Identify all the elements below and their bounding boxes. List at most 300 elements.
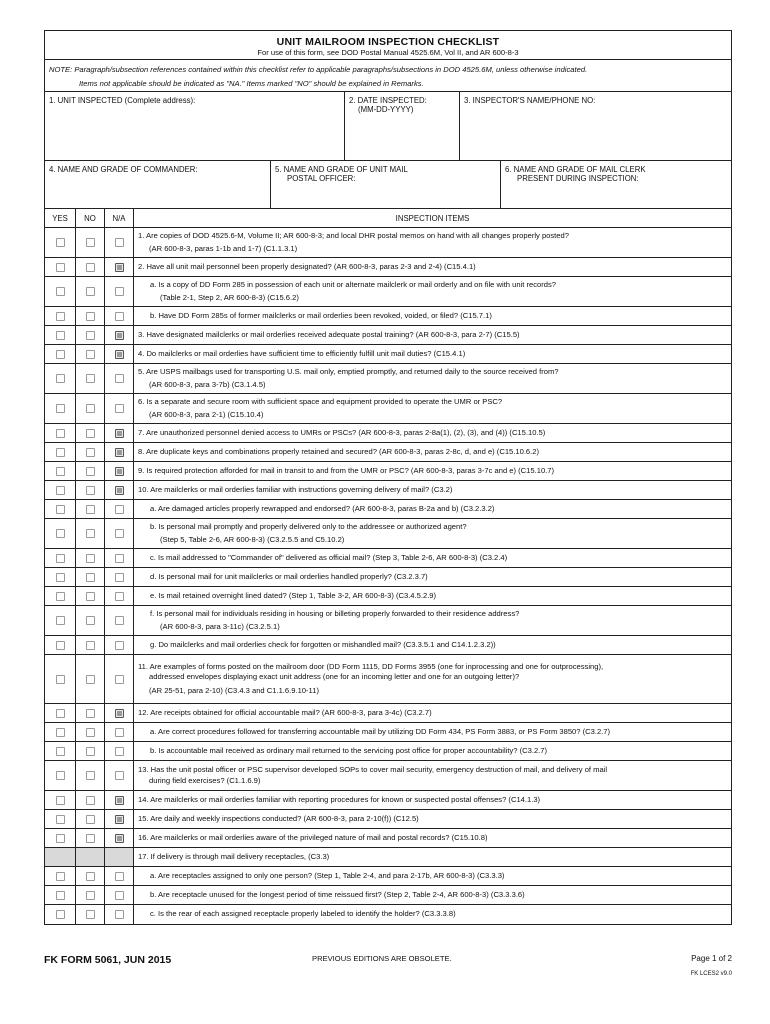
no-cell	[76, 829, 105, 847]
item-reference: (AR 600-8-3, para 2-1) (C15.10.4)	[149, 410, 264, 419]
no-checkbox[interactable]	[86, 709, 95, 718]
na-cell	[105, 606, 134, 635]
mail-clerk-field[interactable]	[501, 161, 731, 208]
yes-checkbox[interactable]	[56, 554, 65, 563]
item-row	[45, 307, 731, 326]
item-row	[45, 326, 731, 345]
item-question: 17. If delivery is through mail delivery receptacles, (C3.3)	[138, 851, 330, 861]
no-checkbox[interactable]	[86, 331, 95, 340]
yes-checkbox[interactable]	[56, 910, 65, 919]
item-row	[45, 761, 731, 791]
postal-officer-label: 5. NAME AND GRADE OF UNIT MAIL	[275, 165, 408, 174]
item-row	[45, 500, 731, 519]
item-text	[134, 228, 731, 257]
item-question: 12. Are receipts obtained for official accountable mail? (AR 600-8-3, para 3-4c) (C3.2.7)	[138, 707, 432, 717]
no-checkbox[interactable]	[86, 554, 95, 563]
item-question: e. Is mail retained overnight lined dated? (Step 1, Table 3-2, AR 600-8-3) (C3.4.5.2.9)	[150, 590, 437, 600]
yes-cell	[45, 587, 76, 605]
yes-cell	[45, 549, 76, 567]
item-text	[134, 587, 731, 605]
form-subtitle: For use of this form, see DOD Postal Manual 4525.6M, Vol II, and AR 600-8-3	[257, 48, 519, 57]
yes-checkbox[interactable]	[56, 238, 65, 247]
no-checkbox[interactable]	[86, 815, 95, 824]
yes-cell	[45, 704, 76, 722]
no-cell	[76, 905, 105, 924]
page-number: Page 1 of 2	[691, 954, 732, 963]
na-cell	[105, 655, 134, 703]
na-cell	[105, 829, 134, 847]
na-checkbox[interactable]	[115, 796, 124, 805]
date-inspected-label: 2. DATE INSPECTED:	[349, 96, 427, 105]
item-text	[134, 549, 731, 567]
item-question: 13. Has the unit postal officer or PSC supervisor developed SOPs to cover mail security, emergency destruction of mail, and delivery of mail	[138, 765, 608, 774]
no-cell	[76, 228, 105, 257]
no-checkbox[interactable]	[86, 675, 95, 684]
na-cell	[105, 848, 134, 866]
yes-cell	[45, 500, 76, 518]
item-question: b. Are receptacle unused for the longest period of time reissued first? (Step 2, Table 2-4, AR 600-8-3) (C3.3.3.6)	[150, 889, 525, 899]
no-checkbox[interactable]	[86, 834, 95, 843]
na-cell	[105, 500, 134, 518]
no-checkbox[interactable]	[86, 287, 95, 296]
no-cell	[76, 277, 105, 306]
no-checkbox[interactable]	[86, 263, 95, 272]
yes-checkbox[interactable]	[56, 287, 65, 296]
na-checkbox[interactable]	[115, 554, 124, 563]
no-checkbox[interactable]	[86, 467, 95, 476]
item-question: 9. Is required protection afforded for mail in transit to and from the UMR or PSC? (AR 600-8-3, paras 3-7c and e) (C15.10.7)	[138, 465, 555, 475]
na-checkbox[interactable]	[115, 641, 124, 650]
item-row	[45, 742, 731, 761]
na-checkbox[interactable]	[115, 486, 124, 495]
yes-cell	[45, 258, 76, 276]
item-row	[45, 462, 731, 481]
commander-label: 4. NAME AND GRADE OF COMMANDER:	[49, 165, 198, 174]
yes-cell	[45, 307, 76, 325]
no-cell	[76, 761, 105, 790]
na-checkbox[interactable]	[115, 771, 124, 780]
na-checkbox[interactable]	[115, 910, 124, 919]
na-checkbox[interactable]	[115, 728, 124, 737]
yes-checkbox[interactable]	[56, 641, 65, 650]
yes-cell	[45, 568, 76, 586]
item-question: a. Are receptacles assigned to only one person? (Step 1, Table 2-4, and para 2-17b, AR 600-8-3) (C3.3.3)	[150, 870, 505, 880]
no-checkbox[interactable]	[86, 910, 95, 919]
yes-checkbox[interactable]	[56, 429, 65, 438]
postal-officer-field[interactable]	[271, 161, 501, 208]
no-checkbox[interactable]	[86, 505, 95, 514]
yes-cell	[45, 655, 76, 703]
no-checkbox[interactable]	[86, 616, 95, 625]
na-column-header: N/A	[105, 209, 134, 227]
item-row	[45, 791, 731, 810]
form-footer	[44, 952, 732, 992]
item-row	[45, 867, 731, 886]
no-checkbox[interactable]	[86, 350, 95, 359]
yes-checkbox[interactable]	[56, 796, 65, 805]
unit-inspected-label: 1. UNIT INSPECTED (Complete address):	[49, 96, 196, 105]
item-row	[45, 636, 731, 655]
item-text	[134, 443, 731, 461]
yes-cell	[45, 636, 76, 654]
inspection-items	[45, 228, 731, 924]
item-row	[45, 277, 731, 307]
no-checkbox[interactable]	[86, 448, 95, 457]
info-row-2	[45, 161, 731, 209]
yes-checkbox[interactable]	[56, 374, 65, 383]
item-row	[45, 519, 731, 549]
commander-field[interactable]	[45, 161, 271, 208]
item-question: c. Is mail addressed to "Commander of" delivered as official mail? (Step 3, Table 2-6, AR 600-8-3) (C3.2.4)	[150, 552, 508, 562]
item-question: 14. Are mailclerks or mail orderlies familiar with reporting procedures for known or suspected postal offenses? (C14.1.3)	[138, 794, 541, 804]
item-question: 11. Are examples of forms posted on the mailroom door (DD Form 1115, DD Forms 3955 (one for inprocessing and one for outprocessing),	[138, 661, 604, 671]
yes-cell	[45, 761, 76, 790]
item-question: c. Is the rear of each assigned receptacle properly labeled to identify the holder? (C3.3.3.8)	[150, 909, 456, 919]
na-checkbox[interactable]	[115, 815, 124, 824]
items-column-header: INSPECTION ITEMS	[395, 213, 470, 223]
inspector-label: 3. INSPECTOR'S NAME/PHONE NO:	[464, 96, 596, 105]
no-cell	[76, 481, 105, 499]
no-cell	[76, 886, 105, 904]
no-cell	[76, 848, 105, 866]
no-checkbox[interactable]	[86, 573, 95, 582]
yes-checkbox[interactable]	[56, 891, 65, 900]
item-text	[134, 345, 731, 363]
no-checkbox[interactable]	[86, 796, 95, 805]
item-question: 6. Is a separate and secure room with sufficient space and equipment provided to operate the UMR or PSC?	[138, 396, 503, 406]
yes-cell	[45, 326, 76, 344]
na-cell	[105, 462, 134, 480]
date-inspected-field[interactable]	[345, 92, 460, 160]
no-cell	[76, 568, 105, 586]
na-checkbox[interactable]	[115, 834, 124, 843]
item-text	[134, 364, 731, 393]
item-row	[45, 345, 731, 364]
no-checkbox[interactable]	[86, 374, 95, 383]
na-checkbox[interactable]	[115, 467, 124, 476]
item-question: a. Are correct procedures followed for transferring accountable mail by utilizing DD Form 434, PS Form 3883, or PS Form 3850? (C3.2.7)	[150, 726, 611, 736]
na-checkbox[interactable]	[115, 331, 124, 340]
no-cell	[76, 258, 105, 276]
no-cell	[76, 655, 105, 703]
yes-checkbox[interactable]	[56, 331, 65, 340]
item-row	[45, 606, 731, 636]
na-cell	[105, 636, 134, 654]
no-cell	[76, 443, 105, 461]
na-cell	[105, 364, 134, 393]
yes-checkbox[interactable]	[56, 747, 65, 756]
yes-cell	[45, 481, 76, 499]
na-checkbox[interactable]	[115, 747, 124, 756]
yes-cell	[45, 519, 76, 548]
no-checkbox[interactable]	[86, 238, 95, 247]
item-question: g. Do mailclerks and mail orderlies check for forgotten or mishandled mail? (C3.3.5.1 and C14.1.2.3.2))	[150, 639, 496, 649]
yes-checkbox[interactable]	[56, 616, 65, 625]
yes-checkbox[interactable]	[56, 350, 65, 359]
item-row	[45, 364, 731, 394]
item-row	[45, 258, 731, 277]
na-cell	[105, 742, 134, 760]
form-title: UNIT MAILROOM INSPECTION CHECKLIST	[276, 36, 500, 48]
form-version: FK LCES2 v9.0	[690, 971, 732, 977]
yes-cell	[45, 345, 76, 363]
na-cell	[105, 345, 134, 363]
item-question: 7. Are unauthorized personnel denied access to UMRs or PSCs? (AR 600-8-3, paras 2-8a(1), (2), (3), and (4)) (C15.10.5)	[138, 427, 546, 437]
item-text	[134, 258, 731, 276]
na-cell	[105, 886, 134, 904]
yes-checkbox[interactable]	[56, 728, 65, 737]
yes-checkbox[interactable]	[56, 529, 65, 538]
na-checkbox[interactable]	[115, 709, 124, 718]
note-line-1: NOTE: Paragraph/subsection references contained within this checklist refer to applicable paragraphs/subsections in DOD 4525.6M, unless otherwise indicated.	[49, 65, 588, 74]
item-row	[45, 443, 731, 462]
na-cell	[105, 905, 134, 924]
yes-checkbox[interactable]	[56, 592, 65, 601]
item-row	[45, 886, 731, 905]
item-question: b. Is accountable mail received as ordinary mail returned to the servicing post office for proper accountability? (C3.2.7)	[150, 745, 548, 755]
yes-checkbox[interactable]	[56, 675, 65, 684]
item-reference: (AR 600-8-3, paras 1-1b and 1-7) (C1.1.3.1)	[149, 244, 298, 253]
no-checkbox[interactable]	[86, 529, 95, 538]
item-row	[45, 228, 731, 258]
item-question: 2. Have all unit mail personnel been properly designated? (AR 600-8-3, paras 2-3 and 2-4) (C15.4.1)	[138, 261, 476, 271]
no-checkbox[interactable]	[86, 486, 95, 495]
mail-clerk-label-2: PRESENT DURING INSPECTION:	[517, 174, 639, 183]
item-text	[134, 704, 731, 722]
item-text	[134, 886, 731, 904]
unit-inspected-field[interactable]	[45, 92, 345, 160]
item-row	[45, 424, 731, 443]
info-row-1	[45, 92, 731, 161]
obsolete-notice: PREVIOUS EDITIONS ARE OBSOLETE.	[312, 954, 452, 963]
checklist-form	[44, 30, 732, 925]
item-reference: (AR 600-8-3, para 3-11c) (C3.2.5.1)	[160, 622, 280, 631]
na-checkbox[interactable]	[115, 529, 124, 538]
na-checkbox[interactable]	[115, 592, 124, 601]
na-checkbox[interactable]	[115, 287, 124, 296]
item-question: 8. Are duplicate keys and combinations properly retained and secured? (AR 600-8-3, paras 2-8c, d, and e) (C15.10.6.2)	[138, 446, 540, 456]
no-cell	[76, 364, 105, 393]
yes-checkbox[interactable]	[56, 573, 65, 582]
yes-checkbox[interactable]	[56, 312, 65, 321]
no-cell	[76, 326, 105, 344]
no-checkbox[interactable]	[86, 891, 95, 900]
item-reference: (AR 25-51, para 2-10) (C3.4.3 and C1.1.6.9.10-11)	[149, 685, 319, 695]
yes-column-header: YES	[45, 209, 76, 227]
item-row	[45, 905, 731, 924]
no-checkbox[interactable]	[86, 592, 95, 601]
yes-cell	[45, 424, 76, 442]
yes-checkbox[interactable]	[56, 709, 65, 718]
yes-checkbox[interactable]	[56, 771, 65, 780]
no-cell	[76, 394, 105, 423]
yes-cell	[45, 228, 76, 257]
no-cell	[76, 519, 105, 548]
item-row	[45, 549, 731, 568]
no-checkbox[interactable]	[86, 747, 95, 756]
item-text	[134, 742, 731, 760]
item-text	[134, 867, 731, 885]
form-note	[45, 60, 731, 92]
no-cell	[76, 549, 105, 567]
yes-cell	[45, 742, 76, 760]
item-question: 5. Are USPS mailbags used for transporting U.S. mail only, emptied promptly, and returned daily to the source received from?	[138, 366, 559, 376]
item-text	[134, 636, 731, 654]
na-checkbox[interactable]	[115, 891, 124, 900]
item-reference: (AR 600-8-3, para 3-7b) (C3.1.4.5)	[149, 380, 266, 389]
na-checkbox[interactable]	[115, 263, 124, 272]
item-text	[134, 655, 731, 703]
no-cell	[76, 587, 105, 605]
item-row	[45, 394, 731, 424]
item-question: b. Is personal mail promptly and properly delivered only to the addressee or authorized agent?	[150, 521, 467, 531]
form-header	[45, 31, 731, 60]
no-checkbox[interactable]	[86, 429, 95, 438]
item-row	[45, 655, 731, 704]
item-question: a. Are damaged articles properly rewrapped and endorsed? (AR 600-8-3, paras B-2a and b) (C3.2.3.2)	[150, 503, 495, 513]
no-checkbox[interactable]	[86, 641, 95, 650]
item-text	[134, 462, 731, 480]
na-cell	[105, 258, 134, 276]
form-id: FK FORM 5061, JUN 2015	[44, 954, 172, 966]
no-cell	[76, 742, 105, 760]
na-checkbox[interactable]	[115, 505, 124, 514]
na-checkbox[interactable]	[115, 448, 124, 457]
na-cell	[105, 424, 134, 442]
yes-checkbox[interactable]	[56, 486, 65, 495]
item-text	[134, 761, 731, 790]
item-question: a. Is a copy of DD Form 285 in possession of each unit or alternate mailclerk or mail orderly and on file with unit records?	[150, 279, 557, 289]
mail-clerk-label: 6. NAME AND GRADE OF MAIL CLERK	[505, 165, 646, 174]
note-line-2: Items not applicable should be indicated as "NA." Items marked "NO" should be explained in Remarks.	[79, 79, 424, 88]
na-checkbox[interactable]	[115, 404, 124, 413]
item-row	[45, 568, 731, 587]
yes-cell	[45, 886, 76, 904]
yes-cell	[45, 848, 76, 866]
yes-cell	[45, 829, 76, 847]
item-text	[134, 791, 731, 809]
na-checkbox[interactable]	[115, 872, 124, 881]
date-format-label: (MM-DD-YYYY)	[358, 105, 414, 114]
item-text	[134, 277, 731, 306]
na-cell	[105, 228, 134, 257]
no-cell	[76, 810, 105, 828]
yes-checkbox[interactable]	[56, 815, 65, 824]
no-column-header: NO	[76, 209, 105, 227]
yes-checkbox[interactable]	[56, 448, 65, 457]
item-row	[45, 810, 731, 829]
item-question: 15. Are daily and weekly inspections conducted? (AR 600-8-3, para 2-10(f)) (C12.5)	[138, 813, 419, 823]
na-checkbox[interactable]	[115, 429, 124, 438]
item-question: b. Have DD Form 285s of former mailclerks or mail orderlies been revoked, voided, or filed? (C15.7.1)	[150, 310, 492, 320]
no-checkbox[interactable]	[86, 872, 95, 881]
no-checkbox[interactable]	[86, 312, 95, 321]
item-reference: (Step 5, Table 2-6, AR 600-8-3) (C3.2.5.5 and C5.10.2)	[160, 535, 345, 544]
na-cell	[105, 810, 134, 828]
na-checkbox[interactable]	[115, 573, 124, 582]
no-checkbox[interactable]	[86, 404, 95, 413]
yes-cell	[45, 443, 76, 461]
item-question: 1. Are copies of DOD 4525.6-M, Volume II; AR 600-8-3; and local DHR postal memos on hand with all changes properly posted?	[138, 230, 569, 240]
na-cell	[105, 867, 134, 885]
item-text	[134, 481, 731, 499]
yes-cell	[45, 791, 76, 809]
na-cell	[105, 549, 134, 567]
yes-checkbox[interactable]	[56, 467, 65, 476]
yes-cell	[45, 723, 76, 741]
yes-cell	[45, 867, 76, 885]
no-cell	[76, 606, 105, 635]
yes-cell	[45, 462, 76, 480]
item-question: d. Is personal mail for unit mailclerks or mail orderlies handled properly? (C3.2.3.7)	[150, 571, 428, 581]
yes-checkbox[interactable]	[56, 834, 65, 843]
yes-cell	[45, 905, 76, 924]
na-checkbox[interactable]	[115, 374, 124, 383]
item-row	[45, 848, 731, 867]
item-question-cont: during field exercises? (C1.1.6.9)	[149, 775, 261, 785]
item-row	[45, 587, 731, 606]
item-text	[134, 905, 731, 924]
no-cell	[76, 462, 105, 480]
item-question: 10. Are mailclerks or mail orderlies familiar with instructions governing delivery of mail? (C3.2)	[138, 484, 453, 494]
yes-cell	[45, 277, 76, 306]
item-question-cont: addressed envelopes displaying exact unit address (one for an incoming letter and one for an outgoing letter)?	[149, 672, 520, 682]
na-checkbox[interactable]	[115, 312, 124, 321]
no-checkbox[interactable]	[86, 771, 95, 780]
na-cell	[105, 723, 134, 741]
item-reference: (Table 2-1, Step 2, AR 600-8-3) (C15.6.2)	[160, 293, 299, 302]
na-checkbox[interactable]	[115, 350, 124, 359]
na-cell	[105, 277, 134, 306]
item-text	[134, 829, 731, 847]
na-cell	[105, 307, 134, 325]
item-text	[134, 568, 731, 586]
na-cell	[105, 761, 134, 790]
item-text	[134, 519, 731, 548]
yes-cell	[45, 606, 76, 635]
yes-cell	[45, 364, 76, 393]
item-question: 4. Do mailclerks or mail orderlies have sufficient time to efficiently fulfill unit mail duties? (C15.4.1)	[138, 348, 466, 358]
item-row	[45, 829, 731, 848]
yes-cell	[45, 394, 76, 423]
na-checkbox[interactable]	[115, 616, 124, 625]
na-cell	[105, 394, 134, 423]
item-text	[134, 500, 731, 518]
inspector-field[interactable]	[460, 92, 731, 160]
no-cell	[76, 424, 105, 442]
no-cell	[76, 867, 105, 885]
yes-checkbox[interactable]	[56, 263, 65, 272]
item-text	[134, 606, 731, 635]
yes-checkbox[interactable]	[56, 505, 65, 514]
no-checkbox[interactable]	[86, 728, 95, 737]
table-header	[45, 209, 731, 228]
no-cell	[76, 307, 105, 325]
item-text	[134, 723, 731, 741]
no-cell	[76, 500, 105, 518]
item-row	[45, 723, 731, 742]
yes-checkbox[interactable]	[56, 872, 65, 881]
item-question: f. Is personal mail for individuals residing in housing or billeting properly forwarded to their residence address?	[150, 608, 520, 618]
no-cell	[76, 345, 105, 363]
item-text	[134, 326, 731, 344]
na-cell	[105, 326, 134, 344]
yes-checkbox[interactable]	[56, 404, 65, 413]
na-checkbox[interactable]	[115, 675, 124, 684]
na-cell	[105, 568, 134, 586]
na-cell	[105, 443, 134, 461]
na-checkbox[interactable]	[115, 238, 124, 247]
